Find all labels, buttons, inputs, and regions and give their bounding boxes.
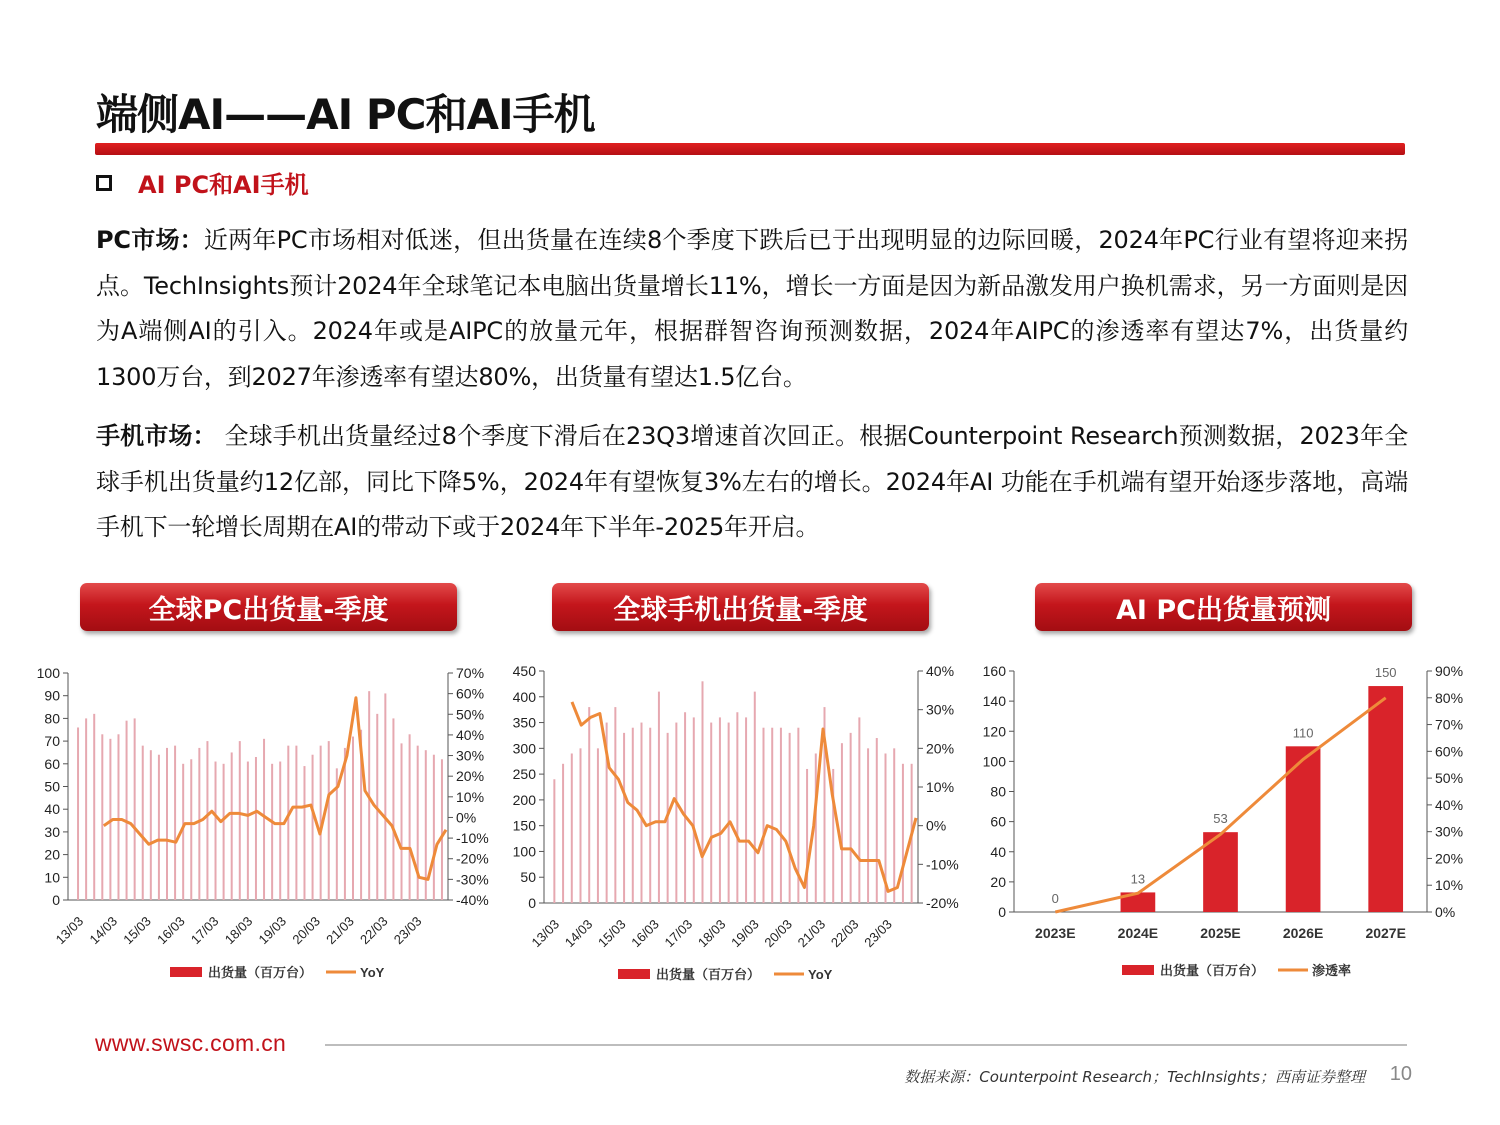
right-tick-label: -30% <box>456 871 489 888</box>
bar <box>215 762 217 900</box>
bar <box>312 755 314 900</box>
left-tick-label: 350 <box>512 714 536 731</box>
left-tick-label: 50 <box>44 778 60 795</box>
x-tick-label: 2026E <box>1282 925 1324 941</box>
phone-market-text: 全球手机出货量经过8个季度下滑后在23Q3增速首次回正。根据Counterpoint Research预测数据，2023年全球手机出货量约12亿部，同比下降5%，2024年有望恢复3%左右的增长。2024年AI 功能在手机端有望开始逐步落地，高端手机下一轮增长周期在AI的带动下或于2024年下半年-2025年开启。 <box>96 422 1409 541</box>
right-tick-label: 90% <box>1435 663 1464 679</box>
left-tick-label: 40 <box>44 801 60 818</box>
x-tick-label: 22/03 <box>827 916 862 951</box>
bar <box>279 762 281 900</box>
left-tick-label: 450 <box>512 663 536 679</box>
bar <box>247 762 249 900</box>
bar <box>675 723 677 903</box>
right-tick-label: 10% <box>1435 877 1464 894</box>
right-tick-label: 0% <box>926 817 947 834</box>
phone-chart-title-banner: 全球手机出货量-季度 <box>552 583 929 631</box>
x-tick-label: 2024E <box>1117 925 1159 941</box>
bar <box>702 681 704 903</box>
right-tick-label: 40% <box>456 726 485 743</box>
right-tick-label: 20% <box>456 768 485 785</box>
bar <box>392 718 394 900</box>
legend-bar-swatch <box>1122 965 1154 975</box>
bar <box>231 752 233 900</box>
right-tick-label: 60% <box>1435 743 1464 760</box>
bar <box>384 693 386 900</box>
left-tick-label: 100 <box>982 753 1006 770</box>
left-tick-label: 200 <box>512 791 536 808</box>
bar <box>597 748 599 903</box>
bar <box>571 753 573 903</box>
legend-bar-swatch <box>618 969 650 979</box>
right-tick-label: 50% <box>1435 770 1464 787</box>
bar <box>263 739 265 900</box>
x-tick-label: 2025E <box>1200 925 1241 941</box>
left-tick-label: 10 <box>44 869 60 886</box>
legend-bar-label: 出货量（百万台） <box>656 967 761 982</box>
bar <box>789 733 791 903</box>
bar <box>352 737 354 900</box>
bar <box>728 723 730 903</box>
left-tick-label: 400 <box>512 688 536 705</box>
x-tick-label: 13/03 <box>528 916 563 951</box>
left-tick-label: 300 <box>512 740 536 757</box>
bar-value-label: 13 <box>1130 871 1146 887</box>
bar <box>344 748 346 900</box>
right-tick-label: 40% <box>926 663 955 679</box>
line-series <box>104 698 446 880</box>
bar <box>588 707 590 903</box>
bar <box>623 733 625 903</box>
pc-chart-title-banner: 全球PC出货量-季度 <box>80 583 457 631</box>
right-tick-label: 40% <box>1435 796 1464 813</box>
aipc-chart-title-banner: AI PC出货量预测 <box>1035 583 1412 631</box>
bar <box>649 728 651 903</box>
legend-line-label: YoY <box>360 965 385 980</box>
bar <box>693 717 695 903</box>
bar <box>303 766 305 900</box>
bar <box>553 779 555 903</box>
left-tick-label: 100 <box>36 665 60 681</box>
left-tick-label: 50 <box>520 869 536 886</box>
right-tick-label: 20% <box>1435 850 1464 867</box>
title-divider <box>95 143 1405 155</box>
bar <box>815 753 817 903</box>
bar <box>126 721 128 900</box>
left-tick-label: 80 <box>990 783 1006 800</box>
bar <box>841 743 843 903</box>
pc-market-label: PC市场： <box>96 226 204 254</box>
right-tick-label: 30% <box>456 747 485 764</box>
bar <box>287 746 289 900</box>
bar <box>902 764 904 903</box>
x-tick-label: 14/03 <box>561 916 596 951</box>
right-tick-label: -20% <box>456 850 489 867</box>
left-tick-label: 90 <box>44 687 60 704</box>
left-tick-label: 20 <box>990 873 1006 890</box>
legend-bar-swatch <box>170 967 202 977</box>
bar <box>893 748 895 903</box>
bar <box>255 757 257 900</box>
right-tick-label: 70% <box>1435 716 1464 733</box>
bar <box>780 728 782 903</box>
right-tick-label: 70% <box>456 665 485 681</box>
bar <box>271 764 273 900</box>
right-tick-label: -10% <box>456 830 489 847</box>
x-tick-label: 23/03 <box>861 916 895 951</box>
bar <box>174 746 176 900</box>
bar <box>239 741 241 900</box>
left-tick-label: 0 <box>998 904 1006 920</box>
page-number: 10 <box>1389 1063 1412 1085</box>
bar <box>409 734 411 900</box>
left-tick-label: 100 <box>512 843 536 860</box>
bar <box>1368 686 1403 912</box>
bar <box>850 733 852 903</box>
page-title: 端侧AI——AI PC和AI手机 <box>96 90 595 139</box>
bar <box>763 728 765 903</box>
bar <box>641 723 643 903</box>
bar <box>117 734 119 900</box>
bar <box>223 764 225 900</box>
x-tick-label: 13/03 <box>52 913 87 948</box>
bar <box>77 727 79 900</box>
bar <box>101 734 103 900</box>
footer-divider <box>325 1044 1407 1046</box>
x-tick-label: 2027E <box>1365 925 1406 941</box>
bar <box>719 717 721 903</box>
left-tick-label: 70 <box>44 733 60 750</box>
bar <box>206 741 208 900</box>
x-tick-label: 21/03 <box>794 916 829 951</box>
phone-shipment-chart <box>500 655 970 1000</box>
section-heading-text: AI PC和AI手机 <box>138 170 309 199</box>
right-tick-label: -40% <box>456 892 489 908</box>
x-tick-label: 18/03 <box>694 916 729 951</box>
bar <box>867 748 869 903</box>
left-tick-label: 60 <box>990 813 1006 830</box>
bar <box>401 743 403 900</box>
phone-market-label: 手机市场： <box>96 422 217 450</box>
x-tick-label: 19/03 <box>728 916 762 951</box>
x-tick-label: 20/03 <box>289 913 323 948</box>
square-bullet-icon <box>96 175 112 191</box>
bar <box>85 718 87 900</box>
bar <box>736 712 738 903</box>
left-tick-label: 80 <box>44 710 60 727</box>
x-tick-label: 17/03 <box>661 916 696 951</box>
bar <box>150 750 152 900</box>
aipc-forecast-chart <box>972 655 1464 1000</box>
left-tick-label: 250 <box>512 766 536 783</box>
bar <box>710 723 712 903</box>
right-tick-label: -10% <box>926 856 959 873</box>
right-tick-label: 0% <box>456 809 477 826</box>
bar <box>858 717 860 903</box>
left-tick-label: 120 <box>982 723 1006 740</box>
left-tick-label: 0 <box>52 892 60 908</box>
phone-market-paragraph <box>96 414 1408 551</box>
bar <box>190 759 192 900</box>
left-tick-label: 140 <box>982 693 1006 710</box>
legend-bar-label: 出货量（百万台） <box>208 965 313 980</box>
x-tick-label: 2023E <box>1035 925 1076 941</box>
bar <box>876 738 878 903</box>
bar <box>684 712 686 903</box>
bar <box>771 728 773 903</box>
data-source-note: 数据来源：Counterpoint Research；TechInsights；西南证券整理 <box>904 1068 1365 1086</box>
legend-line-label: 渗透率 <box>1312 963 1352 978</box>
bar <box>562 764 564 903</box>
bar <box>658 692 660 903</box>
bar-value-label: 0 <box>1051 891 1059 906</box>
left-tick-label: 0 <box>528 895 536 911</box>
right-tick-label: 80% <box>1435 689 1464 706</box>
bar <box>745 717 747 903</box>
x-tick-label: 16/03 <box>154 913 188 948</box>
section-heading <box>96 166 309 198</box>
left-tick-label: 40 <box>990 843 1006 860</box>
pc-market-paragraph <box>96 218 1408 400</box>
right-tick-label: 50% <box>456 706 485 723</box>
left-tick-label: 160 <box>982 663 1006 679</box>
x-tick-label: 22/03 <box>357 913 391 948</box>
legend-line-label: YoY <box>808 967 833 982</box>
left-tick-label: 60 <box>44 755 60 772</box>
bar-value-label: 150 <box>1374 665 1397 681</box>
bar <box>166 748 168 900</box>
right-tick-label: 0% <box>1435 904 1456 920</box>
pc-market-text: 近两年PC市场相对低迷，但出货量在连续8个季度下跌后已于出现明显的边际回暖，2024年PC行业有望将迎来拐点。TechInsights预计2024年全球笔记本电脑出货量增长11%，增长一方面是因为新品激发用户换机需求，另一方面则是因为A端侧AI的引入。2024年或是AIPC的放量元年，根据群智咨询预测数据，2024年AIPC的渗透率有望达7%，出货量约1300万台，到2027年渗透率有望达80%，出货量有望达1.5亿台。 <box>96 226 1408 391</box>
left-tick-label: 150 <box>512 817 536 834</box>
bar <box>441 759 443 900</box>
bar <box>580 748 582 903</box>
right-tick-label: 30% <box>1435 823 1464 840</box>
x-tick-label: 21/03 <box>323 913 357 948</box>
bar <box>198 748 200 900</box>
bar <box>632 728 634 903</box>
x-tick-label: 17/03 <box>187 913 222 948</box>
bar <box>142 746 144 900</box>
bar <box>158 755 160 900</box>
x-tick-label: 23/03 <box>390 913 425 948</box>
right-tick-label: 30% <box>926 701 955 718</box>
x-tick-label: 20/03 <box>761 916 796 951</box>
right-tick-label: -20% <box>926 895 959 911</box>
legend-bar-label: 出货量（百万台） <box>1160 963 1265 978</box>
website-url[interactable]: www.swsc.com.cn <box>95 1030 287 1056</box>
x-tick-label: 16/03 <box>628 916 662 951</box>
bar <box>328 741 330 900</box>
bar-value-label: 53 <box>1213 811 1228 827</box>
right-tick-label: 20% <box>926 740 955 757</box>
x-tick-label: 18/03 <box>221 913 256 948</box>
bar <box>614 707 616 903</box>
pc-shipment-chart <box>28 655 488 1000</box>
right-tick-label: 60% <box>456 685 485 702</box>
left-tick-label: 20 <box>44 846 60 863</box>
bar <box>93 714 95 900</box>
bar <box>754 692 756 903</box>
x-tick-label: 14/03 <box>86 913 121 948</box>
bar <box>134 718 136 900</box>
right-tick-label: 10% <box>456 788 485 805</box>
x-tick-label: 15/03 <box>120 913 154 948</box>
x-tick-label: 15/03 <box>595 916 629 951</box>
bar <box>433 755 435 900</box>
x-tick-label: 19/03 <box>255 913 290 948</box>
left-tick-label: 30 <box>44 823 60 840</box>
right-tick-label: 10% <box>926 779 955 795</box>
bar <box>295 746 297 900</box>
bar-value-label: 110 <box>1292 725 1314 741</box>
